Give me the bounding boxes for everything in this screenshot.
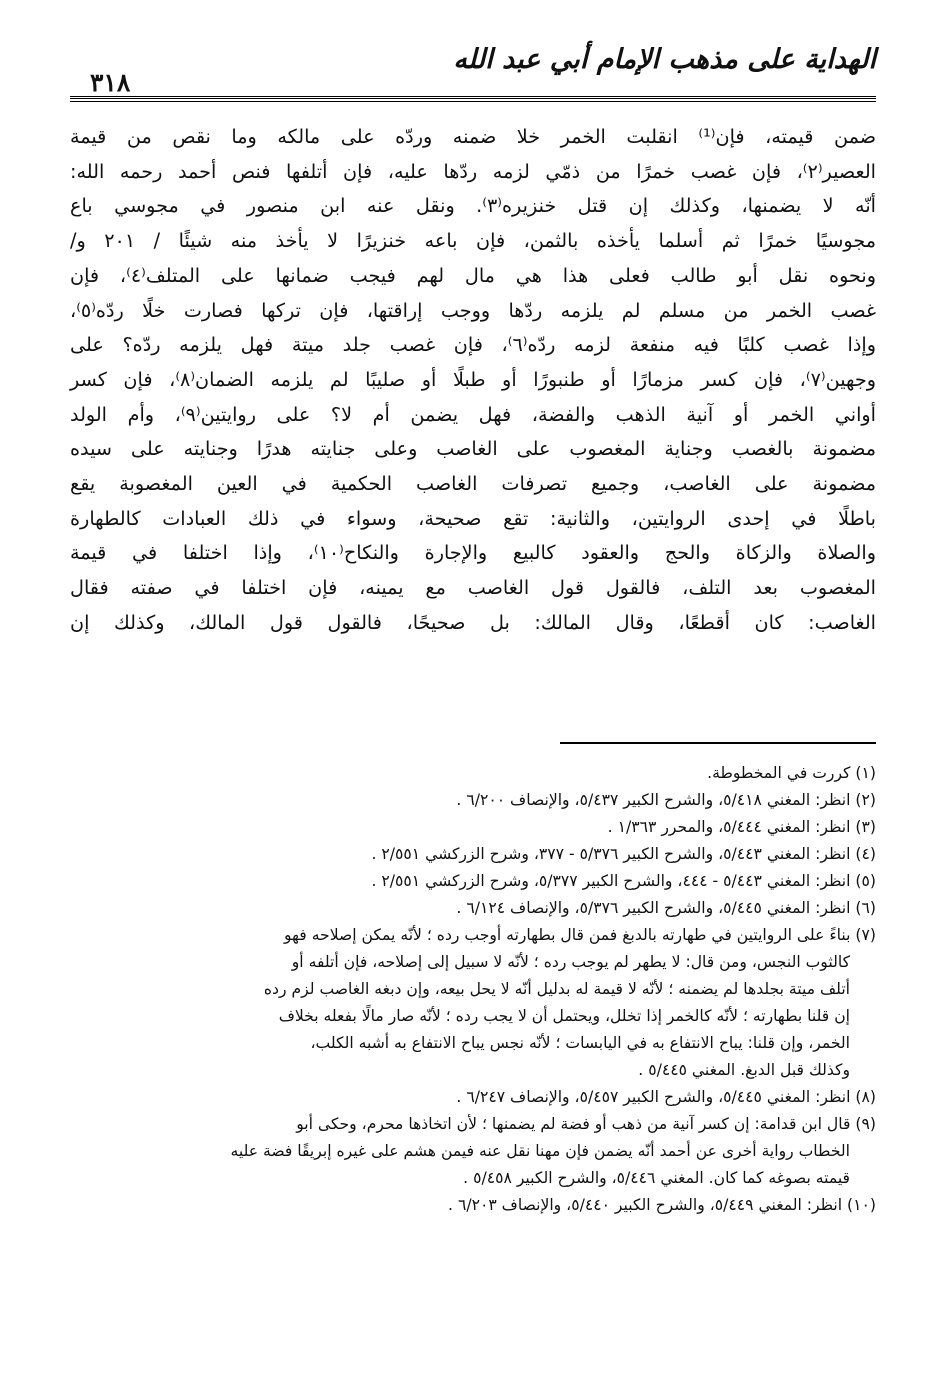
footnote-text: قيمته بصوغه كما كان. المغني ٥/٤٤٦، والشرح الكبير ٥/٤٥٨ . bbox=[463, 1169, 850, 1187]
footnote-line bbox=[70, 1084, 876, 1111]
footnote-line bbox=[70, 787, 876, 814]
text-line: الغاصب: كان أقطعًا، وقال المالك: بل صحيحًا، فالقول قول المالك، وكذلك إن bbox=[70, 610, 876, 634]
text-line: المغصوب بعد التلف، فالقول قول الغاصب مع يمينه، فإن اختلفا في صفته فقال bbox=[70, 576, 876, 600]
text-line: ونحوه نقل أبو طالب فعلى هذا هي مال لهم فيجب ضمانها على المتلف⁽٤⁾، فإن bbox=[70, 263, 876, 287]
footnote-number: (١٠) bbox=[842, 1196, 876, 1214]
footnote-text: انظر: المغني ٥/٤٤٥، والشرح الكبير ٥/٤٥٧، والإنصاف ٦/٢٤٧ . bbox=[456, 1088, 851, 1106]
footnote-number: (٩) bbox=[850, 1115, 876, 1133]
footnote-line bbox=[70, 895, 876, 922]
footnote-text: انظر: المغني ٥/٤٤٣، والشرح الكبير ٥/٣٧٦ - ٣٧٧، وشرح الزركشي ٢/٥٥١ . bbox=[371, 845, 851, 863]
footnote-text: إن قلنا بطهارته ؛ لأنّه كالخمر إذا تخلل، ويحتمل أن لا يجب رده ؛ لأنّه صار مالًا بفعله بخلاف bbox=[278, 1007, 850, 1025]
footnote-text: انظر: المغني ٥/٤٤٤، والمحرر ١/٣٦٣ . bbox=[607, 818, 851, 836]
footnote-line bbox=[70, 1003, 876, 1030]
text-line: ضمن قيمته، فإن⁽¹⁾ انقلبت الخمر خلا ضمنه وردّه على مالكه وما نقص من قيمة bbox=[70, 125, 876, 148]
footnote-number: (١) bbox=[850, 764, 876, 782]
footnote-text: كررت في المخطوطة. bbox=[707, 764, 851, 782]
footnote-text: أتلف ميتة بجلدها لم يضمنه ؛ لأنّه لا قيمة له بدليل أنّه لا يحل بيعه، وإن دبغه الغاصب لزم رده bbox=[263, 980, 850, 998]
text-line: والصلاة والزكاة والحج والعقود كالبيع والإجارة والنكاح⁽١٠⁾، وإذا اختلفا في قيمة bbox=[70, 541, 877, 565]
footnote-line bbox=[70, 976, 876, 1003]
footnote-text: الخمر، وإن قلنا: يباح الانتفاع به في اليابسات ؛ لأنّه نجس يباح الانتفاع به أشبه الكلب، bbox=[310, 1034, 850, 1052]
footnote-number: (٧) bbox=[850, 926, 876, 944]
footnote-text: انظر: المغني ٥/٤٤٣ - ٤٤٤، والشرح الكبير ٥/٣٧٧، وشرح الزركشي ٢/٥٥١ . bbox=[371, 872, 851, 890]
header-rule bbox=[70, 96, 876, 102]
footnote-number: (٣) bbox=[850, 818, 876, 836]
footnote-line bbox=[70, 1192, 876, 1219]
footnote-number: (٦) bbox=[850, 899, 876, 917]
main-text bbox=[70, 120, 876, 641]
footnote-text: انظر: المغني ٥/٤١٨، والشرح الكبير ٥/٤٣٧، والإنصاف ٦/٢٠٠ . bbox=[456, 791, 851, 809]
footnote-number: (٥) bbox=[850, 872, 876, 890]
footnote-line bbox=[70, 841, 876, 868]
footnote-number: (٢) bbox=[850, 791, 876, 809]
text-line: العصير⁽٢⁾، فإن غصب خمرًا من ذمّي لزمه ردّها عليه، فإن أتلفها فنص أحمد رحمه الله: bbox=[70, 159, 876, 183]
footnote-line bbox=[70, 814, 876, 841]
footnote-line bbox=[70, 949, 876, 976]
footnote-text: انظر: المغني ٥/٤٤٩، والشرح الكبير ٥/٤٤٠، والإنصاف ٦/٢٠٣ . bbox=[448, 1196, 843, 1214]
footnote-line bbox=[70, 1057, 876, 1084]
footnote-text: انظر: المغني ٥/٤٤٥، والشرح الكبير ٥/٣٧٦، والإنصاف ٦/١٢٤ . bbox=[456, 899, 851, 917]
footnote-text: بناءً على الروايتين في طهارته بالدبغ فمن قال بطهارته أوجب رده ؛ لأنّه يمكن إصلاحه فهو bbox=[284, 926, 851, 944]
footnote-text: كالثوب النجس، ومن قال: لا يطهر لم يوجب رده ؛ لأنّه لا سبيل إلى إصلاحه، فإن أتلفه أو bbox=[291, 953, 850, 971]
footnote-number: (٤) bbox=[850, 845, 876, 863]
footnote-line bbox=[70, 760, 876, 787]
text-line: وجهين⁽٧⁾، فإن كسر مزمارًا أو طنبورًا أو طبلًا أو صليبًا لم يلزمه الضمان⁽٨⁾، فإن كسر bbox=[70, 367, 876, 391]
footnote-separator bbox=[560, 742, 876, 744]
text-line: مجوسيًا خمرًا ثم أسلما يأخذه بالثمن، فإن باعه خنزيرًا لا يأخذ منه شيئًا / ٢٠١ و/ bbox=[70, 229, 877, 253]
text-line: أنّه لا يضمنها، وكذلك إن قتل خنزيره⁽٣⁾. ونقل عنه ابن منصور في مجوسي باع bbox=[70, 194, 877, 218]
footnotes bbox=[70, 760, 876, 1219]
text-line: أواني الخمر أو آنية الذهب والفضة، فهل يضمن أم لا؟ على روايتين⁽٩⁾، وأم الولد bbox=[70, 402, 876, 426]
footnote-line bbox=[70, 922, 876, 949]
footnote-text: قال ابن قدامة: إن كسر آنية من ذهب أو فضة لم يضمنها ؛ لأن اتخاذها محرم، وحكى أبو bbox=[296, 1115, 851, 1133]
text-line: غصب الخمر من مسلم لم يلزمه ردّها ووجب إراقتها، فإن تركها فصارت خلًا ردّه⁽٥⁾، bbox=[70, 298, 876, 322]
text-line: باطلًا في إحدى الروايتين، والثانية: تقع صحيحة، وسواء في ذلك العبادات كالطهارة bbox=[70, 506, 876, 530]
footnote-text: وكذلك قبل الدبغ. المغني ٥/٤٤٥ . bbox=[638, 1061, 850, 1079]
footnote-line bbox=[70, 1165, 876, 1192]
text-line: مضمونة بالغصب وجناية المغصوب على الغاصب وعلى جنايته هدرًا وجنايته على سيده bbox=[70, 437, 876, 461]
footnote-line bbox=[70, 1030, 876, 1057]
footnote-text: الخطاب رواية أخرى عن أحمد أنّه يضمن فإن مهنا نقل عنه فيمن هشم على غيره إبريقًا فضة عليه bbox=[230, 1142, 850, 1160]
text-line: وإذا غصب كلبًا فيه منفعة لزمه ردّه⁽٦⁾، فإن غصب جلد ميتة فهل يلزمه ردّه؟ على bbox=[70, 333, 876, 357]
page-number: ٣١٨ bbox=[90, 68, 131, 97]
footnote-line bbox=[70, 868, 876, 895]
footnote-line bbox=[70, 1111, 876, 1138]
footnote-line bbox=[70, 1138, 876, 1165]
footnote-number: (٨) bbox=[850, 1088, 876, 1106]
text-line: مضمونة على الغاصب، وجميع تصرفات الغاصب الحكمية في العين المغصوبة يقع bbox=[70, 472, 876, 496]
page-header bbox=[70, 38, 876, 98]
running-title: الهداية على مذهب الإمام أبي عبد الله bbox=[453, 44, 876, 75]
